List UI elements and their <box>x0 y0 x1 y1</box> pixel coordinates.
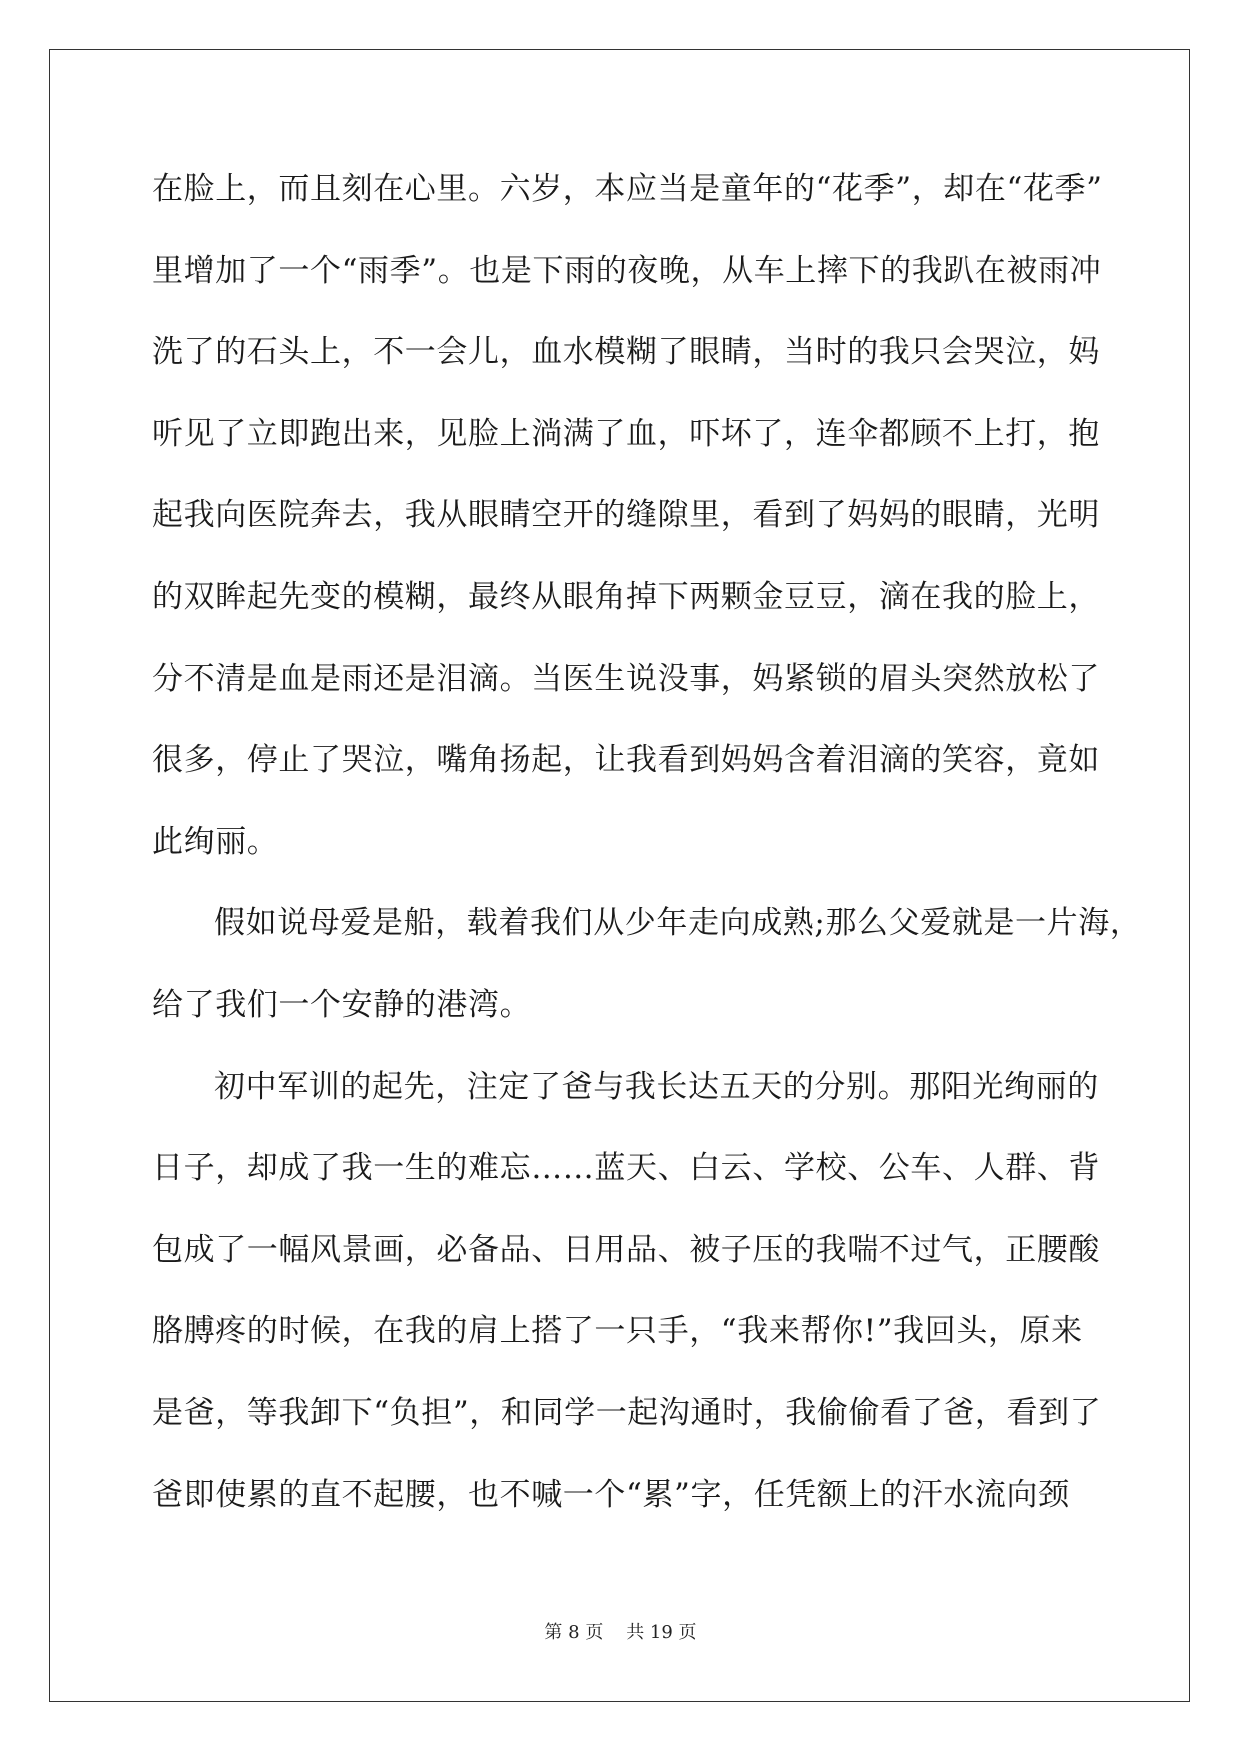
text-line: 在脸上，而且刻在心里。六岁，本应当是童年的“花季”，却在“花季” <box>152 171 1103 207</box>
text-line: 分不清是血是雨还是泪滴。当医生说没事，妈紧锁的眉头突然放松了 <box>152 660 1100 697</box>
text-line: 包成了一幅风景画，必备品、日用品、被子压的我喘不过气，正腰酸 <box>152 1231 1100 1268</box>
text-line: 给了我们一个安静的港湾。 <box>152 986 532 1023</box>
text-line: 此绚丽。 <box>152 823 279 860</box>
document-body <box>152 162 1142 1549</box>
text-line: 洗了的石头上，不一会儿，血水模糊了眼睛，当时的我只会哭泣，妈 <box>152 334 1100 371</box>
text-line: 起我向医院奔去，我从眼睛空开的缝隙里，看到了妈妈的眼睛，光明 <box>152 497 1100 534</box>
page-number-footer: 第 8 页 共 19 页 <box>544 1622 697 1643</box>
paragraph-first-line: 初中军训的起先，注定了爸与我长达五天的分别。那阳光绚丽的 <box>214 1068 1099 1105</box>
text-line: 里增加了一个“雨季”。也是下雨的夜晚，从车上摔下的我趴在被雨冲 <box>152 252 1102 289</box>
text-line: 是爸，等我卸下“负担”，和同学一起沟通时，我偷偷看了爸，看到了 <box>152 1394 1102 1431</box>
text-line: 日子，却成了我一生的难忘……蓝天、白云、学校、公车、人群、背 <box>152 1150 1100 1187</box>
text-line: 的双眸起先变的模糊，最终从眼角掉下两颗金豆豆，滴在我的脸上， <box>152 578 1100 615</box>
text-line: 胳膊疼的时候，在我的肩上搭了一只手，“我来帮你!”我回头，原来 <box>152 1313 1083 1350</box>
text-line: 听见了立即跑出来，见脸上淌满了血，吓坏了，连伞都顾不上打，抱 <box>152 415 1100 452</box>
text-line: 很多，停止了哭泣，嘴角扬起，让我看到妈妈含着泪滴的笑容，竟如 <box>152 742 1100 779</box>
paragraph-first-line: 假如说母爱是船，载着我们从少年走向成熟;那么父爱就是一片海， <box>214 905 1142 942</box>
text-line: 爸即使累的直不起腰，也不喊一个“累”字，任凭额上的汗水流向颈 <box>152 1476 1070 1513</box>
